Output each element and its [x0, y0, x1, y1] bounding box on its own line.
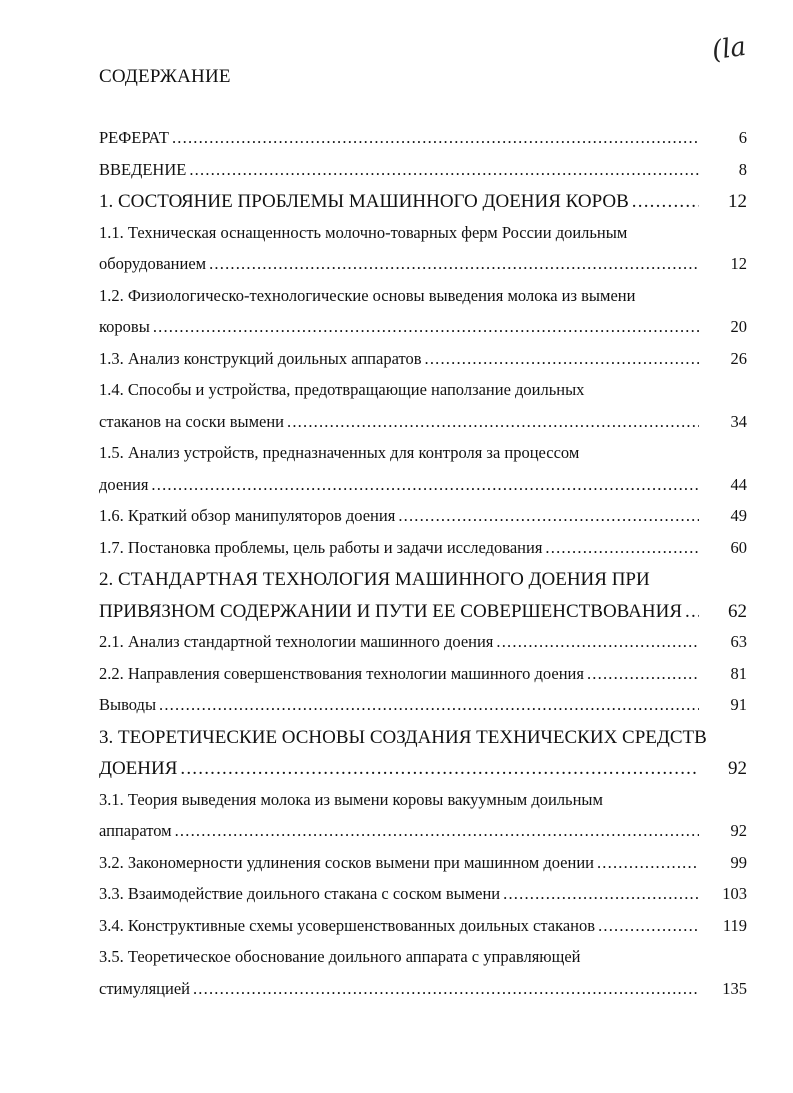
- toc-line: [99, 884, 747, 916]
- toc-line: [99, 223, 747, 255]
- dot-leader: [587, 664, 699, 684]
- toc-page-number: 135: [722, 978, 747, 998]
- dot-leader: [193, 979, 699, 999]
- dot-leader: [632, 191, 699, 213]
- toc-line: [99, 317, 747, 349]
- dot-leader: [545, 538, 699, 558]
- dot-leader: [597, 853, 699, 873]
- toc-entry-text: ВВЕДЕНИЕ: [99, 159, 187, 179]
- toc-page-number: 103: [722, 884, 747, 903]
- toc-page-number: 62: [728, 600, 747, 622]
- toc-entry-text: Выводы: [99, 695, 157, 714]
- toc-entry-text: 2.2. Направления совершенствования технологии машинного доения: [99, 663, 584, 683]
- toc-entry-text: стимуляцией: [99, 978, 190, 998]
- toc-entry-text: 1. СОСТОЯНИЕ ПРОБЛЕМЫ МАШИННОГО ДОЕНИЯ КОРОВ: [99, 191, 629, 212]
- handwritten-margin-note: (la: [710, 31, 748, 67]
- table-of-contents: [99, 128, 747, 1010]
- dot-leader: [153, 317, 699, 337]
- toc-page-number: 34: [730, 411, 747, 431]
- toc-page-number: 8: [738, 159, 747, 179]
- toc-page-number: 60: [730, 537, 747, 557]
- toc-page-number: 12: [730, 254, 747, 273]
- toc-entry-text: 1.5. Анализ устройств, предназначенных для контроля за процессом: [99, 443, 580, 462]
- toc-entry-text: 1.1. Техническая оснащенность молочно-товарных ферм России доильным: [99, 222, 628, 242]
- toc-entry-text: 3.5. Теоретическое обоснование доильного аппарата с управляющей: [99, 947, 581, 966]
- toc-line: [99, 947, 747, 979]
- toc-page-number: 44: [730, 474, 747, 494]
- dot-leader: [398, 506, 699, 526]
- toc-entry-text: 3.2. Закономерности удлинения сосков вымени при машинном доении: [99, 852, 594, 872]
- toc-entry-text: коровы: [99, 317, 150, 336]
- dot-leader: [159, 695, 699, 715]
- toc-page-number: 26: [730, 348, 747, 368]
- toc-entry-text: ПРИВЯЗНОМ СОДЕРЖАНИИ И ПУТИ ЕЕ СОВЕРШЕНСТВОВАНИЯ: [99, 600, 682, 622]
- toc-entry-text: 3.1. Теория выведения молока из вымени коровы вакуумным доильным: [99, 789, 603, 809]
- toc-line: [99, 443, 747, 475]
- toc-line: [99, 821, 747, 853]
- toc-entry-text: 1.7. Постановка проблемы, цель работы и задачи исследования: [99, 537, 543, 557]
- toc-line: [99, 191, 747, 223]
- toc-line: [99, 664, 747, 696]
- dot-leader: [175, 821, 699, 841]
- toc-line: [99, 569, 747, 601]
- toc-page-number: 6: [738, 128, 747, 147]
- toc-entry-text: ДОЕНИЯ: [99, 758, 178, 779]
- page-title: СОДЕРЖАНИЕ: [99, 66, 231, 87]
- dot-leader: [180, 758, 699, 780]
- dot-leader: [172, 128, 699, 148]
- dot-leader: [503, 884, 699, 904]
- toc-entry-text: 3.4. Конструктивные схемы усовершенствованных доильных стаканов: [99, 915, 596, 935]
- toc-entry-text: 2. СТАНДАРТНАЯ ТЕХНОЛОГИЯ МАШИННОГО ДОЕНИЯ ПРИ: [99, 569, 650, 590]
- toc-line: [99, 632, 747, 664]
- toc-line: [99, 727, 747, 759]
- toc-line: [99, 506, 747, 538]
- toc-line: [99, 128, 747, 160]
- toc-entry-text: 3. ТЕОРЕТИЧЕСКИЕ ОСНОВЫ СОЗДАНИЯ ТЕХНИЧЕСКИХ СРЕДСТВ: [99, 726, 707, 748]
- dot-leader: [287, 412, 699, 432]
- toc-page-number: 91: [730, 695, 747, 714]
- toc-page-number: 92: [728, 758, 747, 779]
- toc-entry-text: оборудованием: [99, 254, 207, 273]
- toc-entry-text: 2.1. Анализ стандартной технологии машинного доения: [99, 632, 494, 651]
- toc-line: [99, 538, 747, 570]
- toc-line: [99, 160, 747, 192]
- toc-line: [99, 380, 747, 412]
- toc-entry-text: 1.6. Краткий обзор манипуляторов доения: [99, 506, 396, 525]
- toc-entry-text: аппаратом: [99, 821, 172, 840]
- toc-line: [99, 601, 747, 633]
- toc-page-number: 63: [730, 632, 747, 651]
- dot-leader: [189, 160, 699, 180]
- dot-leader: [209, 254, 699, 274]
- toc-line: [99, 475, 747, 507]
- toc-page-number: 119: [722, 915, 747, 935]
- dot-leader: [151, 475, 699, 495]
- toc-line: [99, 853, 747, 885]
- dot-leader: [598, 916, 699, 936]
- toc-line: [99, 979, 747, 1011]
- toc-line: [99, 695, 747, 727]
- toc-entry-text: стаканов на соски вымени: [99, 411, 285, 431]
- toc-entry-text: 1.3. Анализ конструкций доильных аппаратов: [99, 348, 422, 368]
- toc-line: [99, 349, 747, 381]
- toc-page-number: 12: [728, 191, 747, 212]
- toc-entry-text: РЕФЕРАТ: [99, 128, 169, 147]
- toc-line: [99, 286, 747, 318]
- toc-line: [99, 412, 747, 444]
- toc-entry-text: доения: [99, 474, 149, 494]
- toc-line: [99, 758, 747, 790]
- dot-leader: [685, 601, 699, 623]
- toc-page-number: 92: [730, 821, 747, 840]
- dot-leader: [496, 632, 699, 652]
- toc-line: [99, 790, 747, 822]
- toc-line: [99, 254, 747, 286]
- toc-page-number: 20: [730, 317, 747, 336]
- toc-line: [99, 916, 747, 948]
- toc-entry-text: 1.2. Физиологическо-технологические основы выведения молока из вымени: [99, 285, 636, 305]
- toc-page-number: 81: [730, 663, 747, 683]
- toc-entry-text: 3.3. Взаимодействие доильного стакана с соском вымени: [99, 884, 501, 903]
- dot-leader: [425, 349, 700, 369]
- toc-page-number: 99: [730, 852, 747, 872]
- toc-entry-text: 1.4. Способы и устройства, предотвращающие наползание доильных: [99, 380, 585, 399]
- toc-page-number: 49: [730, 506, 747, 525]
